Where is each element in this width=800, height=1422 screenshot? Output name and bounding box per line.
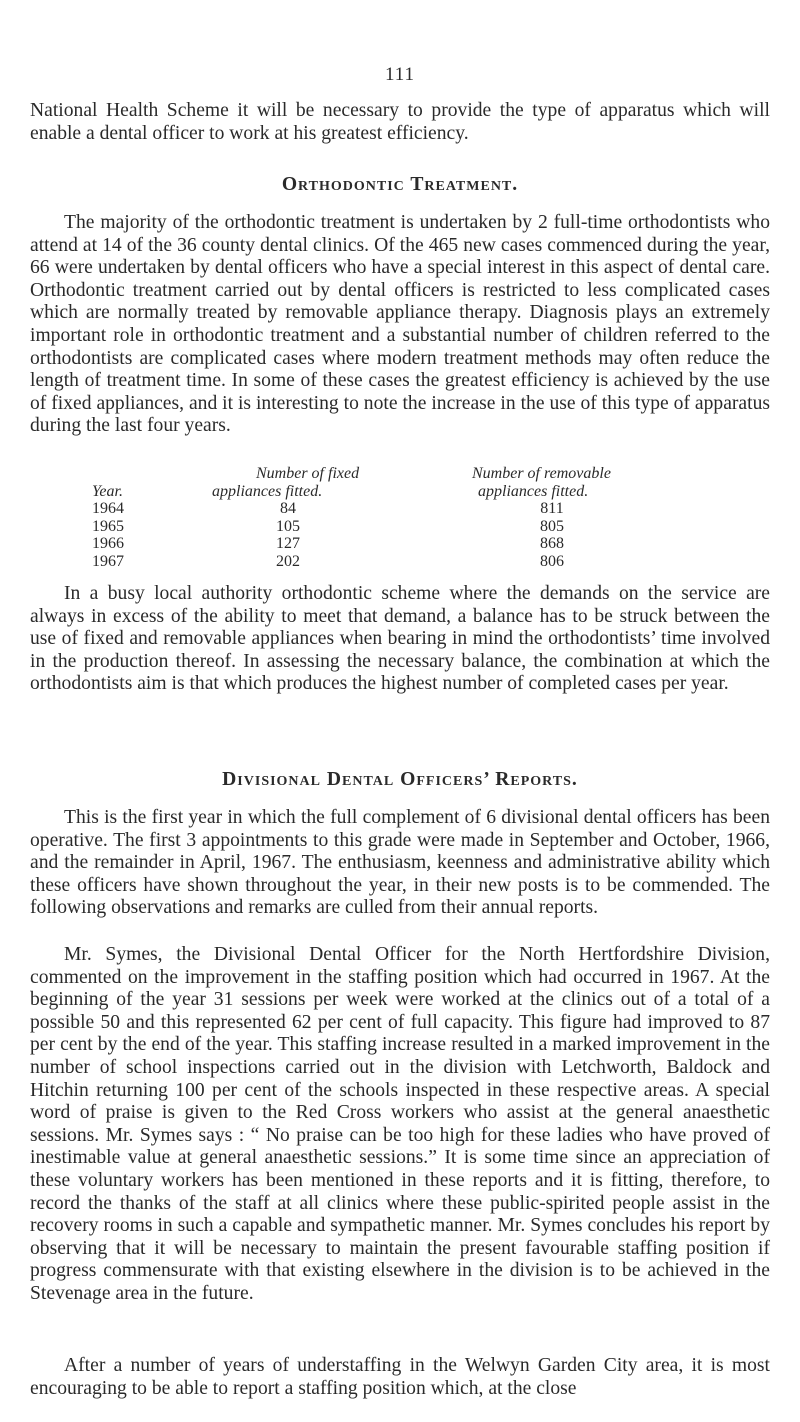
orthodontic-paragraph-2: In a busy local authority orthodontic scheme where the demands on the service are always in excess of the ability to meet that demand, a balance has to be struck between the use of fixed and removable appliances when bearing in mind the orthodontists’ time involved in the production thereof. In assessing the necessary balance, the combination at which the orthodontists aim is that which produces the highest number of completed cases per year. (30, 583, 770, 695)
row-1966-year: 1966 (92, 535, 124, 552)
row-1967-fixed: 202 (276, 552, 300, 570)
orthodontic-paragraph-1: The majority of the orthodontic treatment is undertaken by 2 full-time orthodontists who attend at 14 of the 36 county dental clinics. Of the 465 new cases commenced during the year, 66 were undertaken by dental officers who have a special interest in this aspect of dental care. Orthodontic treatment carried out by dental officers is restricted to less complicated cases which are normally treated by removable appliance therapy. Diagnosis plays an extremely important role in orthodontic treatment and a substantial number of children referred to the orthodontists are complicated cases where modern treatment methods may often reduce the length of treatment time. In some of these cases the greatest efficiency is achieved by the use of fixed appliances, and it is interesting to note the increase in the use of this type of apparatus during the last four years. (30, 212, 770, 437)
divisional-paragraph-2: Mr. Symes, the Divisional Dental Officer for the North Hertfordshire Division, commented on the improvement in the staffing position which had occurred in 1967. At the beginning of the year 31 sessions per week were worked at the clinics out of a total of a possible 50 and this represented 62 per cent of full capacity. This figure had improved to 87 per cent by the end of the year. This staffing increase resulted in a marked improvement in the number of school inspections carried out in the division with Letchworth, Baldock and Hitchin returning 100 per cent of the schools inspected in these respective areas. A special word of praise is given to the Red Cross workers who assist at the general anaesthetic sessions. Mr. Symes says : “ No praise can be too high for these ladies who have proved of inestimable value at general anaesthetic sessions.” It is some time since an appreciation of these voluntary workers has been mentioned in these reports and it is fitting, therefore, to record the thanks of the staff at all clinics where these public-spirited people assist in the recovery rooms in such a capable and sympathetic manner. Mr. Symes concludes his report by observing that it will be necessary to maintain the present favourable staffing position if progress commensurate with that existing elsewhere in the division is to be achieved in the Stevenage area in the future. (30, 944, 770, 1304)
row-1965-fixed: 105 (276, 517, 300, 535)
intro-paragraph: National Health Scheme it will be necessary to provide the type of apparatus which will enable a dental officer to work at his greatest efficiency. (30, 100, 770, 144)
row-1967-year: 1967 (92, 552, 124, 570)
row-1966-fixed: 127 (276, 535, 300, 552)
section-heading-divisional: Divisional Dental Officers’ Reports. (222, 769, 578, 790)
divisional-paragraph-1: This is the first year in which the full complement of 6 divisional dental officers has been operative. The first 3 appointments to this grade were made in September and October, 1966, and the remainder in April, 1967. The enthusiasm, keenness and administrative ability which these officers have shown throughout the year, in their new posts is to be commended. The following observations and remarks are culled from their annual reports. (30, 807, 770, 919)
header-fixed-line1: Number of fixed (256, 465, 360, 482)
section-heading-orthodontic: Orthodontic Treatment. (281, 174, 519, 195)
row-1965-removable: 805 (540, 517, 564, 535)
header-removable-line1: Number of removable (472, 465, 611, 482)
row-1964-year: 1964 (92, 500, 124, 517)
row-1964-removable: 811 (540, 500, 564, 517)
row-1965-year: 1965 (92, 517, 124, 535)
header-fixed-line2: appliances fitted. (212, 482, 323, 500)
divisional-paragraph-3: After a number of years of understaffing in the Welwyn Garden City area, it is most encouraging to be able to report a staffing position which, at the close (30, 1355, 770, 1399)
header-removable-line2: appliances fitted. (478, 482, 589, 500)
header-year: Year. (92, 482, 123, 500)
row-1964-fixed: 84 (280, 500, 296, 517)
row-1966-removable: 868 (540, 535, 564, 552)
page-number: 111 (384, 64, 416, 85)
row-1967-removable: 806 (540, 552, 564, 570)
